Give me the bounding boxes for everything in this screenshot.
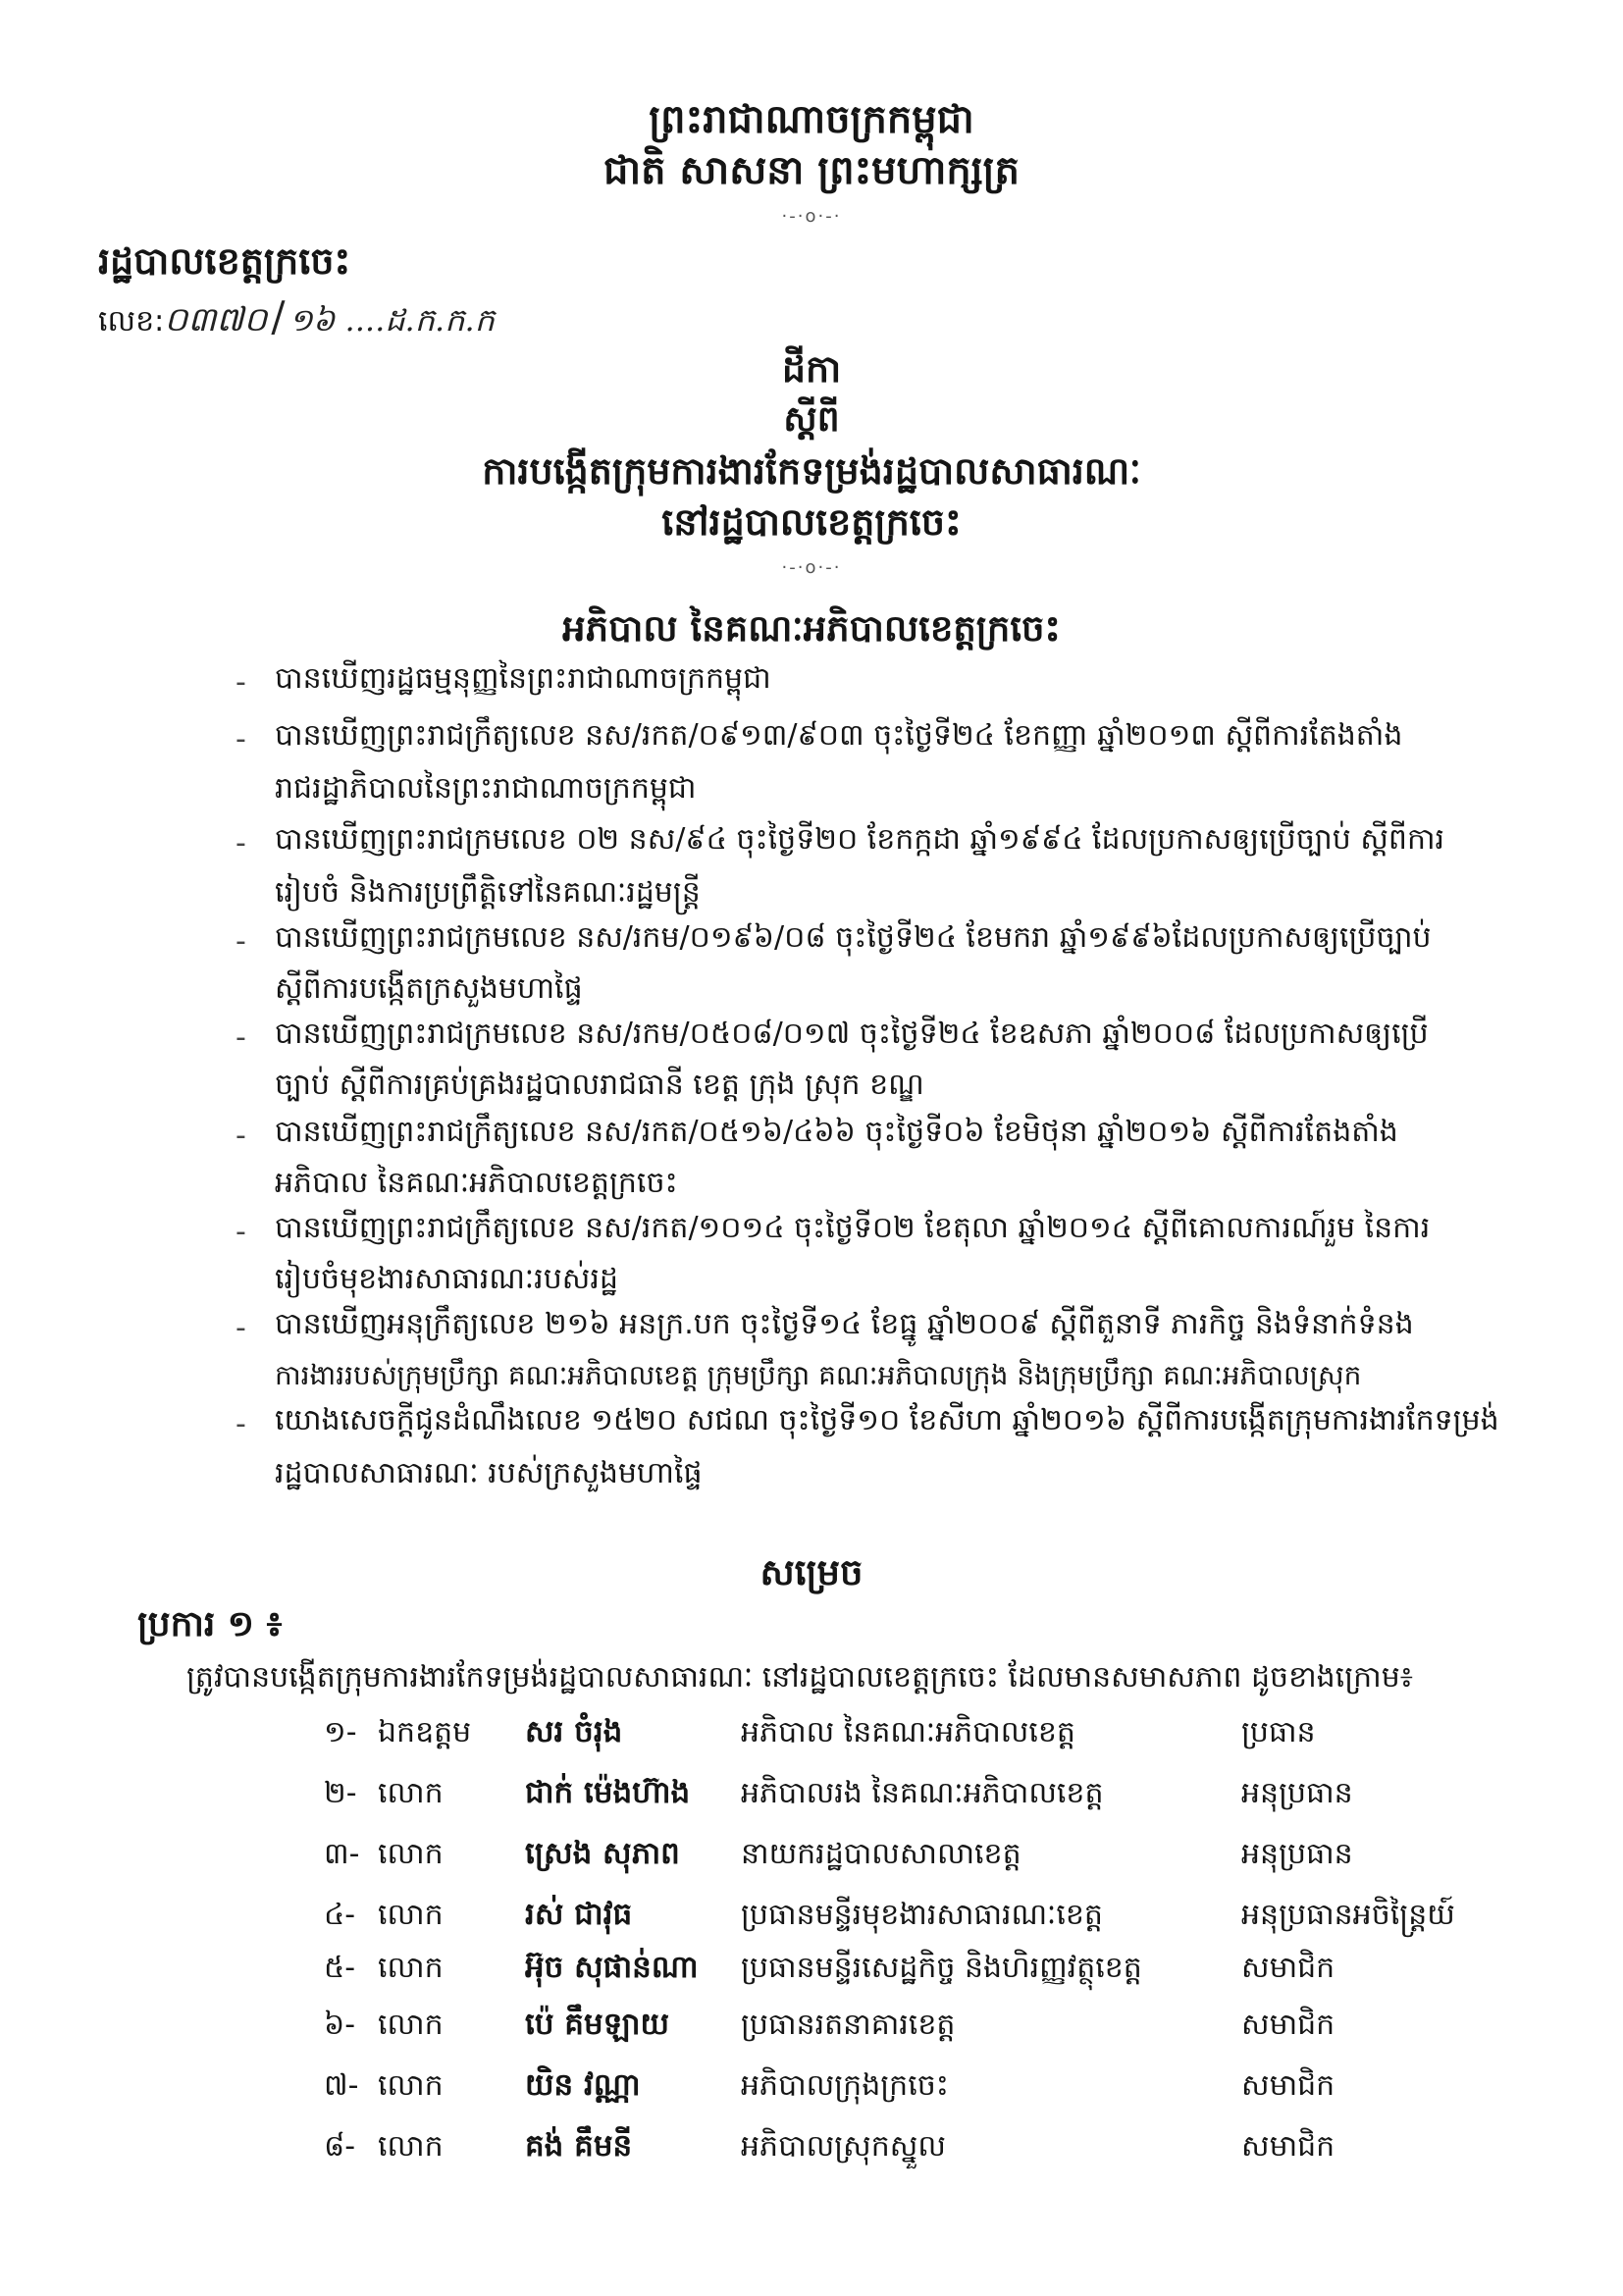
member-number: ៨- xyxy=(324,2129,356,2164)
document-type: ដីកា xyxy=(781,347,842,391)
member-title: លោក xyxy=(378,2008,444,2042)
member-number: ២- xyxy=(324,1776,357,1810)
member-number: ៥- xyxy=(324,1951,356,1985)
member-number: ៧- xyxy=(324,2068,359,2103)
member-position: នាយករដ្ឋបាលសាលាខេត្ត xyxy=(741,1837,1021,1871)
member-name: រស់ ជាវុធ xyxy=(525,1897,633,1932)
preamble-dash: - xyxy=(236,665,246,700)
member-name: យិន វណ្ណា xyxy=(525,2067,641,2103)
member-role: អនុប្រធាន xyxy=(1241,1776,1353,1810)
preamble-dash: - xyxy=(236,1407,246,1441)
preamble-line: បានឃើញព្រះរាជក្រឹត្យលេខ នស/រកត/០៥១៦/៤៦៦ ចុះថ្ងៃទី០៦ ខែមិថុនា ឆ្នាំ២០១៦ ស្តីពីការតែងតាំង xyxy=(275,1115,1398,1149)
member-number: ៦- xyxy=(324,2008,356,2042)
member-title: លោក xyxy=(378,2129,444,2164)
member-position: អភិបាលស្រុកស្នួល xyxy=(741,2129,946,2164)
preamble-line: ការងាររបស់ក្រុមប្រឹក្សា គណៈអភិបាលខេត្ត ក្រុមប្រឹក្សា គណៈអភិបាលក្រុង និងក្រុមប្រឹក្សា គណៈអភិបាលស្រុក xyxy=(275,1359,1362,1391)
preamble-dash: - xyxy=(236,722,246,757)
member-position: ប្រធានមន្ទីរសេដ្ឋកិច្ច និងហិរញ្ញវត្ថុខេត្ត xyxy=(741,1951,1142,1985)
authority-heading: អភិបាល នៃគណៈអភិបាលខេត្តក្រចេះ xyxy=(562,607,1061,650)
member-name: គង់ គឹមនី xyxy=(525,2128,633,2164)
member-number: ១- xyxy=(324,1715,357,1749)
member-role: សមាជិក xyxy=(1241,2068,1335,2103)
member-name: ប៉េ គឹមឡាយ xyxy=(525,2007,670,2042)
preamble-line: រៀបចំ និងការប្រព្រឹត្តិទៅនៃគណៈរដ្ឋមន្ត្រី xyxy=(275,875,701,910)
reference-handwritten-number: ០៣៧០ xyxy=(164,300,268,339)
reference-suffix: ១៦ ....ដ.ក.ក.ក xyxy=(288,301,495,339)
member-name: ជាក់ ម៉េងហ៊ាង xyxy=(525,1775,691,1810)
reference-number xyxy=(98,292,495,347)
preamble-line: បានឃើញអនុក្រឹត្យលេខ ២១៦ អនក្រ.បក ចុះថ្ងៃទី១៤ ខែធ្នូ ឆ្នាំ២០០៩ ស្តីពីតួនាទី ភារកិច្ច និងទំនាក់ទំនង xyxy=(275,1307,1414,1341)
preamble-dash: - xyxy=(236,1311,246,1345)
member-position: អភិបាលរង នៃគណៈអភិបាលខេត្ត xyxy=(741,1776,1104,1810)
title-subject: ការបង្កើតក្រុមការងារកែទម្រង់រដ្ឋបាលសាធារណៈ xyxy=(482,449,1141,493)
preamble-line: រាជរដ្ឋាភិបាលនៃព្រះរាជាណាចក្រកម្ពុជា xyxy=(275,771,697,806)
member-role: សមាជិក xyxy=(1241,2008,1335,2042)
member-position: អភិបាល នៃគណៈអភិបាលខេត្ត xyxy=(741,1715,1075,1749)
preamble-dash: - xyxy=(236,1119,246,1153)
preamble-line: រៀបចំមុខងារសាធារណៈរបស់រដ្ឋ xyxy=(275,1262,618,1296)
header-ornament: ·-·o·-· xyxy=(781,206,842,227)
decision-heading: សម្រេច xyxy=(759,1551,864,1593)
reference-slash: / xyxy=(271,292,286,340)
preamble-line: ស្តីពីការបង្កើតក្រសួងមហាផ្ទៃ xyxy=(275,971,583,1006)
member-role: អនុប្រធាន xyxy=(1241,1837,1353,1871)
member-role: អនុប្រធានអចិន្ត្រៃយ៍ xyxy=(1241,1898,1455,1932)
member-name: អ៊ុច សុផាន់ណា xyxy=(525,1950,699,1985)
member-position: ប្រធានរតនាគារខេត្ត xyxy=(741,2008,956,2042)
member-name: ស្រេង សុភាព xyxy=(525,1836,680,1871)
kingdom-heading: ព្រះរាជាណាចក្រកម្ពុជា xyxy=(649,97,974,142)
member-title: ឯកឧត្តម xyxy=(378,1715,472,1749)
member-number: ៤- xyxy=(324,1898,356,1932)
preamble-line: បានឃើញព្រះរាជក្រឹត្យលេខ នស/រកត/០៩១៣/៩០៣ ចុះថ្ងៃទី២៤ ខែកញ្ញា ឆ្នាំ២០១៣ ស្តីពីការតែងតាំង xyxy=(275,718,1403,753)
article-label: ប្រការ ១ ៖ xyxy=(137,1604,283,1644)
article-intro: ត្រូវបានបង្កើតក្រុមការងារកែទម្រង់រដ្ឋបាលសាធារណៈ នៅរដ្ឋបាលខេត្តក្រចេះ ដែលមានសមាសភាព ដូចខាងក្រោម៖ xyxy=(186,1660,1413,1695)
preamble-dash: - xyxy=(236,924,246,959)
preamble-line: បានឃើញព្រះរាជក្រមលេខ ០២ នស/៩៤ ចុះថ្ងៃទី២០ ខែកក្កដា ឆ្នាំ១៩៩៤ ដែលប្រកាសឲ្យប្រើច្បាប់ ស្តីពីការ xyxy=(275,822,1445,857)
preamble-dash: - xyxy=(236,1215,246,1249)
member-number: ៣- xyxy=(324,1837,360,1871)
member-position: អភិបាលក្រុងក្រចេះ xyxy=(741,2068,949,2103)
preamble-line: រដ្ឋបាលសាធារណៈ របស់ក្រសួងមហាផ្ទៃ xyxy=(275,1456,703,1490)
member-title: លោក xyxy=(378,1776,444,1810)
member-title: លោក xyxy=(378,1951,444,1985)
issuer-name: រដ្ឋបាលខេត្តក្រចេះ xyxy=(98,239,351,283)
preamble-line: បានឃើញព្រះរាជក្រមលេខ នស/រកម/០៥០៨/០១៧ ចុះថ្ងៃទី២៤ ខែឧសភា ឆ្នាំ២០០៨ ដែលប្រកាសឲ្យប្រើ xyxy=(275,1017,1429,1051)
member-role: សមាជិក xyxy=(1241,2129,1335,2164)
preamble-line: យោងសេចក្តីជូនដំណឹងលេខ ១៥២០ សជណ ចុះថ្ងៃទី១០ ខែសីហា ឆ្នាំ២០១៦ ស្តីពីការបង្កើតក្រុមការងារកែទម្រង់ xyxy=(275,1403,1499,1437)
title-location: នៅរដ្ឋបាលខេត្តក្រចេះ xyxy=(661,500,962,544)
member-role: ប្រធាន xyxy=(1241,1715,1316,1749)
preamble-line: បានឃើញព្រះរាជក្រមលេខ នស/រកម/០១៩៦/០៨ ចុះថ្ងៃទី២៤ ខែមករា ឆ្នាំ១៩៩៦ដែលប្រកាសឲ្យប្រើច្បាប់ xyxy=(275,920,1432,955)
preamble-line: អភិបាល នៃគណៈអភិបាលខេត្តក្រចេះ xyxy=(275,1166,678,1200)
member-position: ប្រធានមន្ទីរមុខងារសាធារណៈខេត្ត xyxy=(741,1898,1103,1932)
preamble-dash: - xyxy=(236,826,246,861)
reference-label: លេខ: xyxy=(98,304,165,339)
preamble-dash: - xyxy=(236,1020,246,1055)
preamble-line: បានឃើញរដ្ឋធម្មនុញ្ញនៃព្រះរាជាណាចក្រកម្ពុជា xyxy=(275,661,771,696)
member-name: សរ ចំរុង xyxy=(525,1714,623,1749)
preamble-line: ច្បាប់ ស្តីពីការគ្រប់គ្រងរដ្ឋបាលរាជធានី ខេត្ត ក្រុង ស្រុក ខណ្ឌ xyxy=(275,1068,924,1102)
title-about: ស្តីពី xyxy=(783,399,840,440)
member-title: លោក xyxy=(378,1837,444,1871)
member-role: សមាជិក xyxy=(1241,1951,1335,1985)
title-ornament: ·-·o·-· xyxy=(781,557,842,578)
national-motto: ជាតិ សាសនា ព្រះមហាក្សត្រ xyxy=(603,148,1020,193)
preamble-line: បានឃើញព្រះរាជក្រឹត្យលេខ នស/រកត/១០១៤ ចុះថ្ងៃទី០២ ខែតុលា ឆ្នាំ២០១៤ ស្តីពីគោលការណ៍រួម នៃការ xyxy=(275,1211,1431,1245)
member-title: លោក xyxy=(378,2068,444,2103)
member-title: លោក xyxy=(378,1898,444,1932)
